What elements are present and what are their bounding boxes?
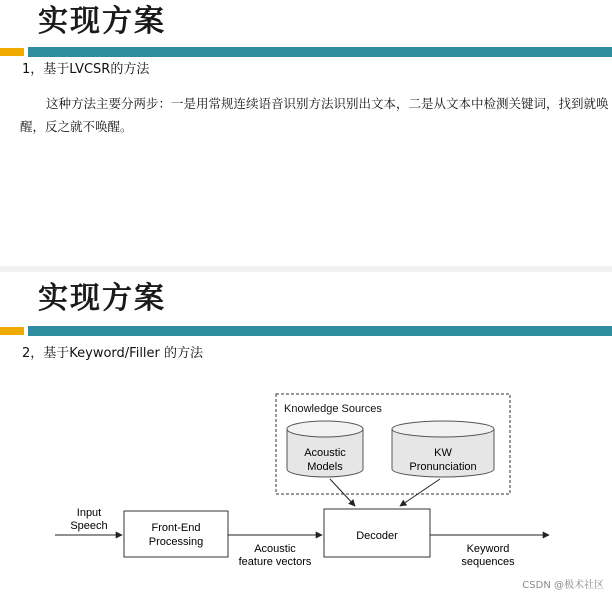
kws-block-diagram <box>0 384 612 597</box>
slide-2-subtitle: 2，基于Keyword/Filler 的方法 <box>22 346 204 361</box>
kw-pronunciation-line1: KW <box>434 447 452 459</box>
feature-vectors-line2: feature vectors <box>238 556 312 568</box>
accent-bar-teal <box>28 326 612 336</box>
arrow-acoustic-to-decoder <box>330 479 355 506</box>
slide-1 <box>0 0 612 266</box>
arrow-kw-to-decoder <box>400 479 440 506</box>
feature-vectors-line1: Acoustic <box>254 543 296 555</box>
csdn-watermark: CSDN @极术社区 <box>522 580 604 591</box>
accent-bar-orange <box>0 48 24 56</box>
kw-pronunciation-cylinder <box>392 421 494 477</box>
kw-pronunciation-line2: Pronunciation <box>409 461 477 473</box>
front-end-line2: Processing <box>148 536 204 548</box>
decoder-label: Decoder <box>356 530 398 542</box>
slide-2 <box>0 272 612 597</box>
paragraph-text: 这种方法主要分两步：一是用常规连续语音识别方法识别出文本，二是从文本中检测关键词，找到就唤醒，反之就不唤醒。 <box>20 96 609 134</box>
input-speech-line1: Input <box>76 507 102 519</box>
acoustic-models-cylinder <box>287 421 363 477</box>
accent-bar-orange <box>0 327 24 335</box>
acoustic-models-line1: Acoustic <box>304 447 346 459</box>
knowledge-sources-label: Knowledge Sources <box>284 403 382 415</box>
slide-2-title: 实现方案 <box>38 281 166 316</box>
front-end-box <box>124 511 228 557</box>
keyword-sequences-line2: sequences <box>461 556 515 568</box>
slide-1-title: 实现方案 <box>38 4 166 39</box>
accent-bar-teal <box>28 47 612 57</box>
acoustic-models-line2: Models <box>307 461 343 473</box>
keyword-sequences-line1: Keyword <box>466 543 510 555</box>
slide-1-paragraph <box>20 92 610 138</box>
front-end-line1: Front-End <box>151 522 201 534</box>
slide-1-subtitle: 1，基于LVCSR的方法 <box>22 62 150 77</box>
input-speech-line2: Speech <box>70 520 108 532</box>
